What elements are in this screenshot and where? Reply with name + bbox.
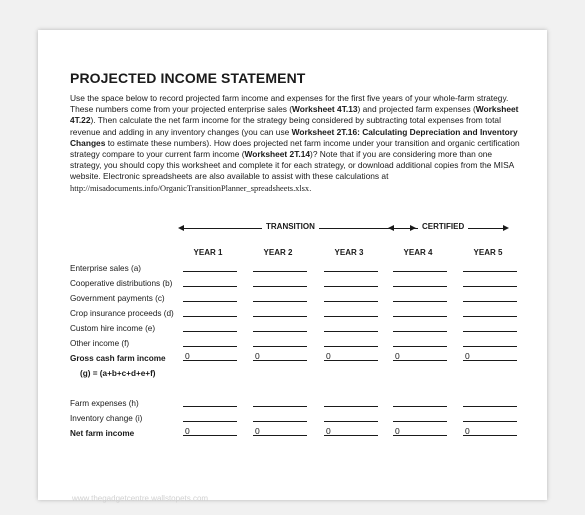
- entry-line[interactable]: [183, 346, 237, 347]
- entry-line[interactable]: [183, 406, 237, 407]
- row-crop-insurance: Crop insurance proceeds (d): [70, 309, 174, 318]
- certified-label: CERTIFIED: [418, 222, 468, 231]
- intro-text: )? Note that if you are considering more than one strategy, you should copy this worksheet and complete it for each strategy, or download additional copies from the MISA website. Electronic spreadsheets are also available to assist with these calculations at: [70, 149, 514, 182]
- row-cooperative: Cooperative distributions (b): [70, 279, 173, 288]
- year-3-header: YEAR 3: [334, 248, 364, 257]
- entry-line[interactable]: [324, 301, 378, 302]
- year-1-header: YEAR 1: [193, 248, 223, 257]
- entry-line[interactable]: [253, 271, 307, 272]
- worksheet-reference: Worksheet 2T.16: Calculating Depreciation and Inventory Changes: [70, 126, 518, 148]
- entry-line[interactable]: [393, 406, 447, 407]
- entry-line[interactable]: [324, 406, 378, 407]
- entry-line[interactable]: [253, 406, 307, 407]
- arrow-right-icon: [503, 225, 509, 231]
- entry-line[interactable]: [393, 421, 447, 422]
- page-title: PROJECTED INCOME STATEMENT: [70, 70, 306, 86]
- entry-line[interactable]: [393, 316, 447, 317]
- net-value-cell[interactable]: 0: [393, 426, 447, 436]
- entry-line[interactable]: [183, 331, 237, 332]
- entry-line[interactable]: [183, 301, 237, 302]
- entry-line[interactable]: [463, 331, 517, 332]
- worksheet-page: [38, 30, 547, 503]
- net-value-cell[interactable]: 0: [253, 426, 307, 436]
- entry-line[interactable]: [393, 286, 447, 287]
- row-inventory-change: Inventory change (i): [70, 414, 143, 423]
- row-custom-hire: Custom hire income (e): [70, 324, 156, 333]
- entry-line[interactable]: [463, 421, 517, 422]
- entry-line[interactable]: [463, 271, 517, 272]
- entry-line[interactable]: [183, 316, 237, 317]
- entry-line[interactable]: [253, 316, 307, 317]
- worksheet-reference: Worksheet 2T.14: [244, 149, 311, 160]
- transition-header: [178, 222, 416, 234]
- spreadsheet-link[interactable]: http://misadocuments.info/OrganicTransitionPlanner_spreadsheets.xlsx: [70, 183, 310, 193]
- certified-header: [388, 222, 509, 234]
- worksheet-reference: Worksheet 4T.22: [70, 104, 519, 126]
- entry-line[interactable]: [463, 346, 517, 347]
- row-gross-cash: Gross cash farm income: [70, 354, 166, 363]
- year-5-header: YEAR 5: [473, 248, 503, 257]
- worksheet-reference: Worksheet 4T.13: [292, 104, 358, 115]
- intro-paragraph: [70, 93, 522, 194]
- entry-line[interactable]: [324, 316, 378, 317]
- entry-line[interactable]: [463, 301, 517, 302]
- entry-line[interactable]: [183, 271, 237, 272]
- year-4-header: YEAR 4: [403, 248, 433, 257]
- entry-line[interactable]: [393, 301, 447, 302]
- row-farm-expenses: Farm expenses (h): [70, 399, 139, 408]
- entry-line[interactable]: [393, 271, 447, 272]
- gross-value-cell[interactable]: 0: [183, 351, 237, 361]
- entry-line[interactable]: [463, 316, 517, 317]
- entry-line[interactable]: [183, 286, 237, 287]
- watermark: www.thegadgetcentre.wallstopets.com: [72, 494, 209, 503]
- entry-line[interactable]: [253, 301, 307, 302]
- entry-line[interactable]: [324, 286, 378, 287]
- entry-line[interactable]: [183, 421, 237, 422]
- gross-value-cell[interactable]: 0: [393, 351, 447, 361]
- entry-line[interactable]: [253, 421, 307, 422]
- entry-line[interactable]: [463, 406, 517, 407]
- entry-line[interactable]: [253, 286, 307, 287]
- row-net-farm-income: Net farm income: [70, 429, 135, 438]
- entry-line[interactable]: [463, 286, 517, 287]
- gross-value-cell[interactable]: 0: [253, 351, 307, 361]
- entry-line[interactable]: [324, 421, 378, 422]
- intro-text: Use the space below to record projected farm income and expenses for the first five years of your whole-farm strategy. These numbers come from your projected enterprise sales (: [70, 93, 509, 115]
- intro-text: to estimate these numbers). How does projected net farm income under your transition and organic certification strategy compare to your current farm income (: [70, 137, 520, 160]
- transition-label: TRANSITION: [262, 222, 319, 231]
- entry-line[interactable]: [253, 346, 307, 347]
- entry-line[interactable]: [393, 331, 447, 332]
- entry-line[interactable]: [324, 271, 378, 272]
- gross-value-cell[interactable]: 0: [463, 351, 517, 361]
- entry-line[interactable]: [324, 346, 378, 347]
- entry-line[interactable]: [393, 346, 447, 347]
- row-government: Government payments (c): [70, 294, 165, 303]
- entry-line[interactable]: [324, 331, 378, 332]
- gross-value-cell[interactable]: 0: [324, 351, 378, 361]
- intro-text: ). Then calculate the net farm income for the strategy being considered by subtracting total expenses from total revenue and adding in any inventory changes (you can use: [70, 115, 501, 137]
- intro-text: .: [309, 182, 312, 193]
- row-gross-formula: (g) = (a+b+c+d+e+f): [80, 369, 156, 378]
- net-value-cell[interactable]: 0: [463, 426, 517, 436]
- row-other-income: Other income (f): [70, 339, 130, 348]
- entry-line[interactable]: [253, 331, 307, 332]
- net-value-cell[interactable]: 0: [324, 426, 378, 436]
- row-enterprise-sales: Enterprise sales (a): [70, 264, 141, 273]
- year-2-header: YEAR 2: [263, 248, 293, 257]
- intro-text: ) and projected farm expenses (: [357, 104, 476, 115]
- net-value-cell[interactable]: 0: [183, 426, 237, 436]
